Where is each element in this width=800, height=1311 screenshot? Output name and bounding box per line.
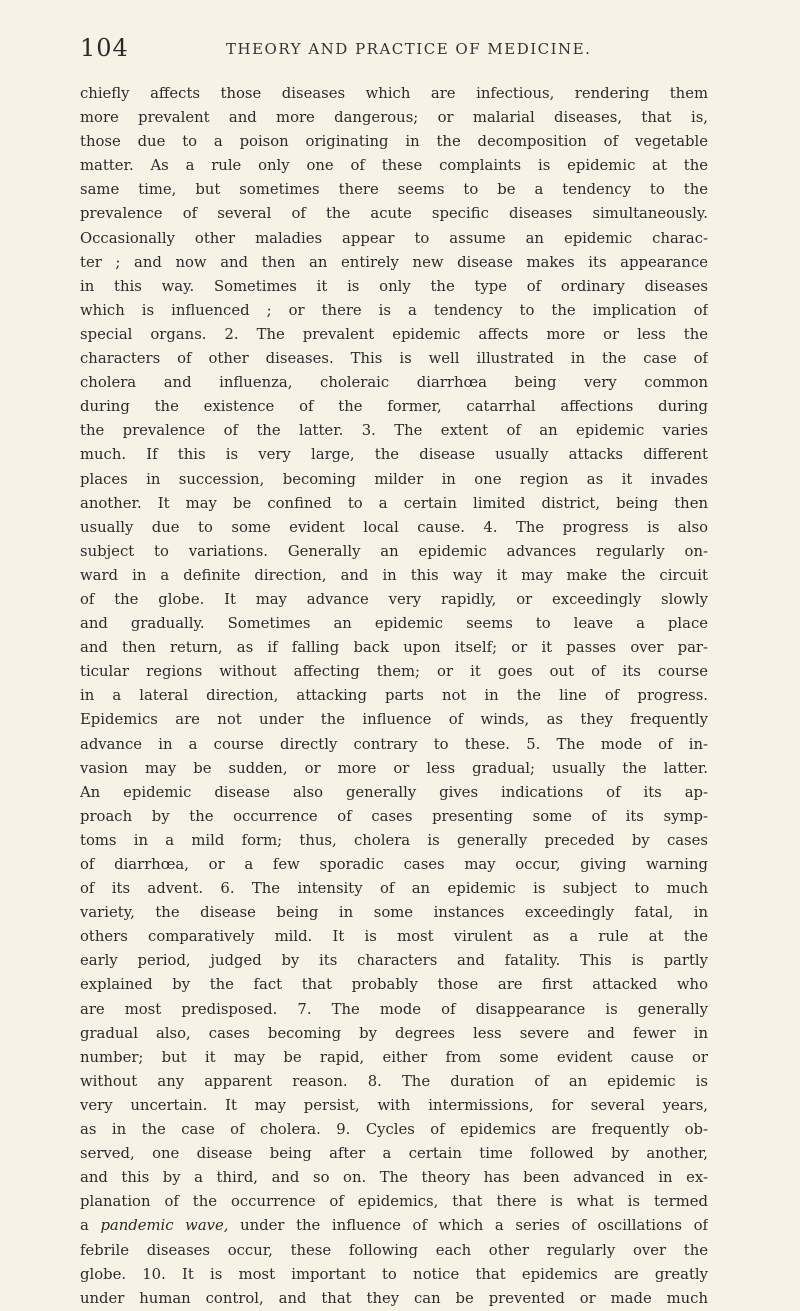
text-line: served, one disease being after a certain time followed by another,: [80, 1145, 708, 1163]
text-line: same time, but sometimes there seems to be a tendency to the: [80, 181, 708, 199]
text-line: as in the case of cholera. 9. Cycles of epidemics are frequently ob-: [80, 1121, 708, 1139]
text-line: chiefly affects those diseases which are infectious, rendering them: [80, 85, 708, 102]
body-text: [80, 82, 708, 1311]
page-number: 104: [80, 34, 129, 62]
text-line: toms in a mild form; thus, cholera is generally preceded by cases: [80, 831, 708, 849]
text-line: and then return, as if falling back upon itself; or it passes over par-: [80, 639, 708, 657]
text-line: very uncertain. It may persist, with intermissions, for several years,: [80, 1096, 708, 1114]
text-line: cholera and influenza, choleraic diarrhœa being very common: [80, 374, 708, 392]
text-line: special organs. 2. The prevalent epidemic affects more or less the: [80, 325, 708, 343]
text-line: under human control, and that they can be prevented or made much: [80, 1289, 708, 1307]
text-line: those due to a poison originating in the decomposition of vegetable: [80, 133, 708, 151]
text-line: others comparatively mild. It is most virulent as a rule at the: [80, 928, 708, 946]
text-line: early period, judged by its characters and fatality. This is partly: [80, 952, 708, 970]
text-line: characters of other diseases. This is well illustrated in the case of: [80, 350, 708, 368]
text-line: ter ; and now and then an entirely new disease makes its appearance: [80, 253, 708, 271]
text-line: ticular regions without affecting them; or it goes out of its course: [80, 663, 708, 681]
text-line: globe. 10. It is most important to notice that epidemics are greatly: [80, 1265, 708, 1283]
text-line: febrile diseases occur, these following each other regularly over the: [80, 1241, 708, 1259]
text-line: prevalence of several of the acute specific diseases simultaneously.: [80, 205, 708, 223]
text-line: matter. As a rule only one of these complaints is epidemic at the: [80, 157, 708, 175]
text-line: variety, the disease being in some instances exceedingly fatal, in: [80, 904, 708, 922]
text-line: ward in a definite direction, and in this way it may make the circuit: [80, 566, 708, 584]
running-head: [80, 34, 720, 70]
text-line: proach by the occurrence of cases presenting some of its symp-: [80, 807, 708, 825]
text-line: gradual also, cases becoming by degrees less severe and fewer in: [80, 1024, 708, 1042]
text-line: places in succession, becoming milder in one region as it invades: [80, 470, 708, 488]
text-line: in this way. Sometimes it is only the type of ordinary diseases: [80, 277, 708, 295]
text-run: under the influence of which a series of oscillations of: [228, 1217, 708, 1235]
text-run: a: [80, 1217, 101, 1235]
text-line: planation of the occurrence of epidemics, that there is what is termed: [80, 1193, 708, 1211]
text-line: of diarrhœa, or a few sporadic cases may occur, giving warning: [80, 856, 708, 873]
text-line: An epidemic disease also generally gives indications of its ap-: [80, 783, 708, 801]
italic-term: pandemic wave,: [100, 1217, 229, 1235]
text-line: explained by the fact that probably those are first attacked who: [80, 976, 708, 994]
text-line: in a lateral direction, attacking parts not in the line of progress.: [80, 687, 708, 705]
text-line: are most predisposed. 7. The mode of disappearance is generally: [80, 1000, 708, 1018]
running-title: THEORY AND PRACTICE OF MEDICINE.: [226, 40, 592, 58]
text-line: much. If this is very large, the disease usually attacks different: [80, 446, 708, 464]
text-line: Occasionally other maladies appear to assume an epidemic charac-: [80, 229, 708, 247]
text-line: of its advent. 6. The intensity of an epidemic is subject to much: [80, 880, 708, 898]
text-line: subject to variations. Generally an epidemic advances regularly on-: [80, 542, 708, 560]
text-line: number; but it may be rapid, either from some evident cause or: [80, 1048, 708, 1066]
text-line: vasion may be sudden, or more or less gradual; usually the latter.: [80, 759, 708, 777]
text-line: of the globe. It may advance very rapidly, or exceedingly slowly: [80, 590, 708, 608]
text-line: [80, 1214, 708, 1238]
text-line: another. It may be confined to a certain limited district, being then: [80, 494, 708, 512]
text-line: which is influenced ; or there is a tendency to the implication of: [80, 301, 708, 319]
text-line: without any apparent reason. 8. The duration of an epidemic is: [80, 1072, 708, 1090]
text-line: the prevalence of the latter. 3. The extent of an epidemic varies: [80, 422, 708, 440]
text-line: more prevalent and more dangerous; or malarial diseases, that is,: [80, 109, 708, 127]
text-line: advance in a course directly contrary to these. 5. The mode of in-: [80, 735, 708, 753]
text-line: and gradually. Sometimes an epidemic seems to leave a place: [80, 615, 708, 633]
text-line: Epidemics are not under the influence of winds, as they frequently: [80, 711, 708, 729]
text-line: and this by a third, and so on. The theory has been advanced in ex-: [80, 1169, 708, 1187]
text-line: usually due to some evident local cause. 4. The progress is also: [80, 518, 708, 536]
text-line: during the existence of the former, catarrhal affections during: [80, 398, 708, 416]
